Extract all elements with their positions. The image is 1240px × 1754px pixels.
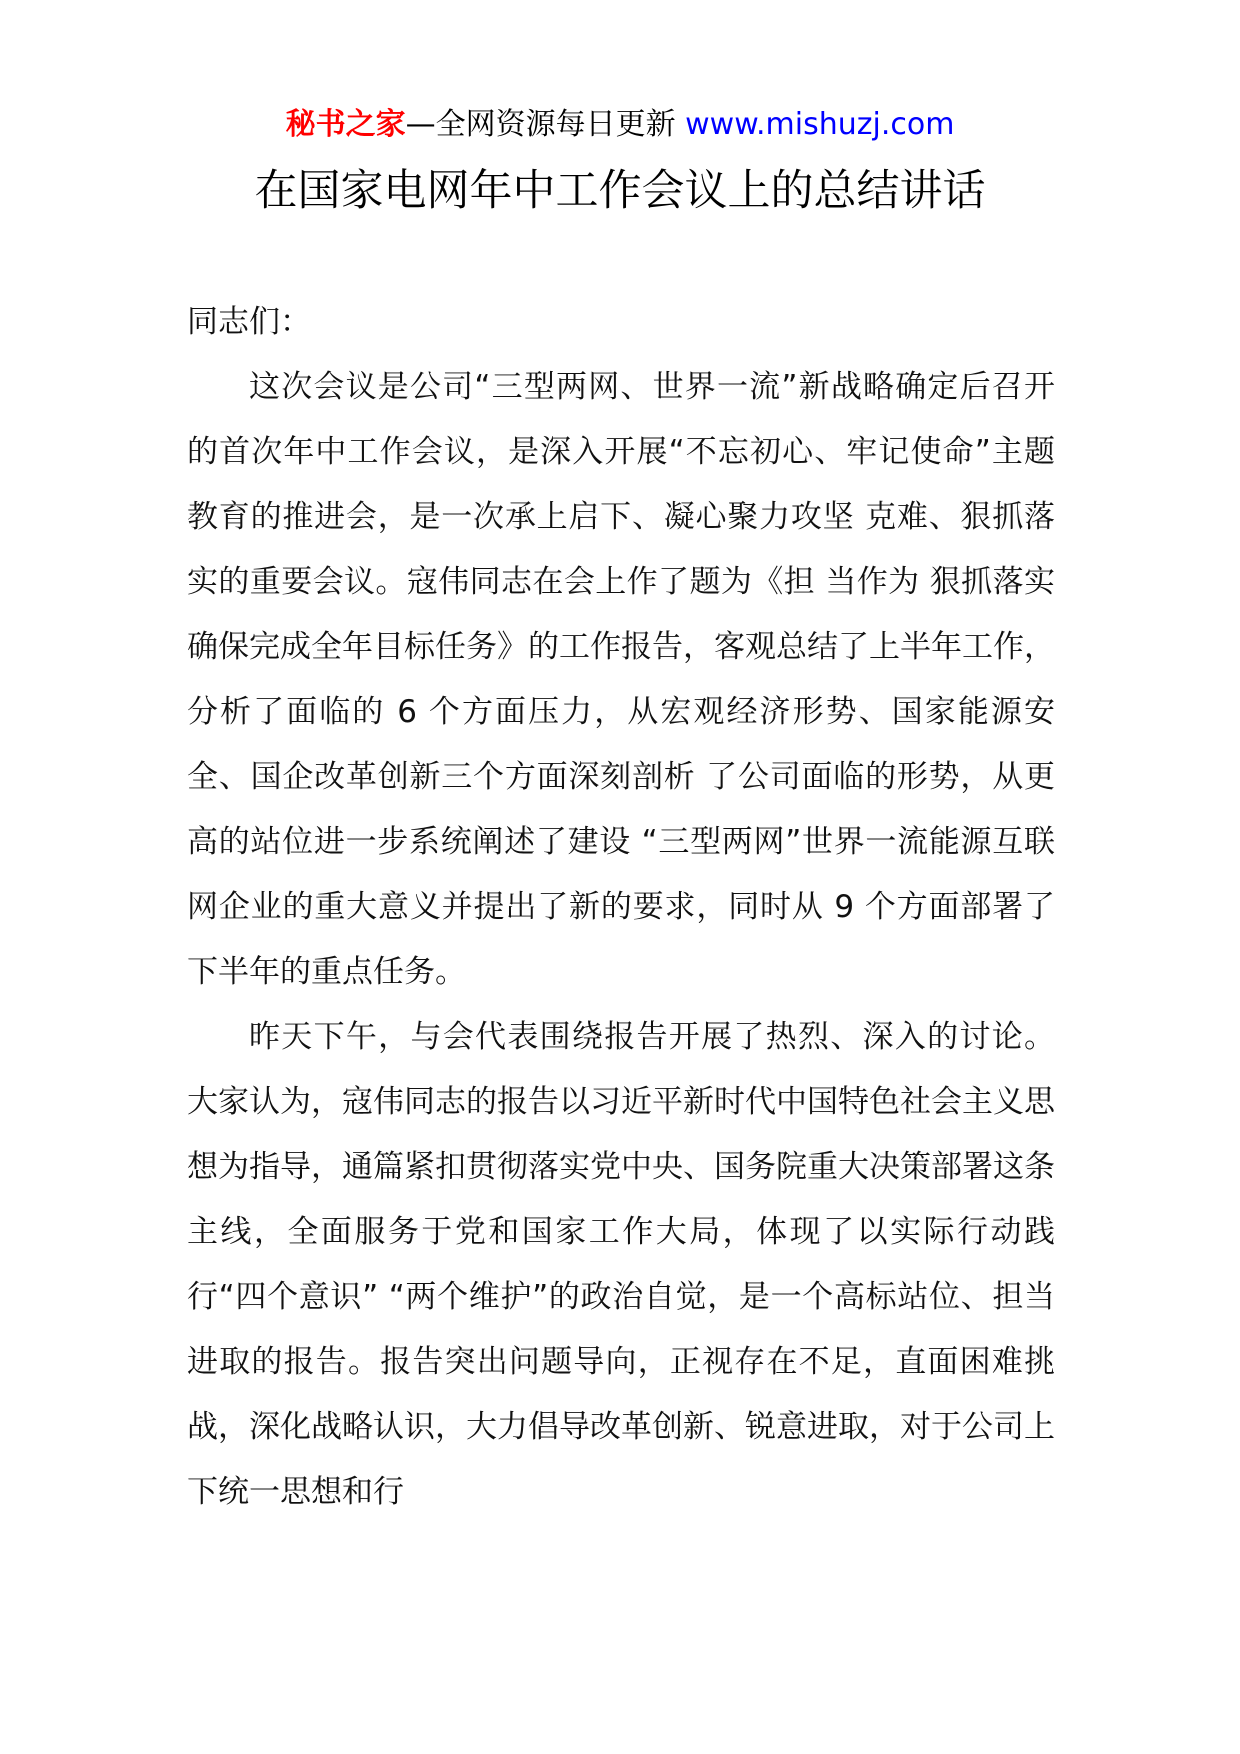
salutation: 同志们： bbox=[187, 304, 311, 340]
document-title: 在国家电网年中工作会议上的总结讲话 bbox=[254, 166, 986, 216]
paragraph: 这次会议是公司“三型两网、世界一流”新战略确定后召开的首次年中工作会议，是深入开展“不忘初心、牢记使命”主题教育的推进会，是一次承上启下、凝心聚力攻坚 克难、狠抓落实的重要会议。寇伟同志在会上作了题为《担 当作为 狠抓落实 确保完成全年目标任务》的工作报告，客观总结了上半年工作，分析了面临的 6 个方面压力，从宏观经济形势、国家能源安全、国企改革创新三个方面深刻剖析 了公司面临的形势，从更高的站位进一步系统阐述了建设 “三型两网”世界一流能源互联网企业的重大意义并提出了新的要求，同时从 9 个方面部署了下半年的重点任务。 bbox=[187, 369, 1055, 990]
header-url-link[interactable]: www.mishuzj.com bbox=[685, 107, 955, 142]
brand-name: 秘书之家 bbox=[285, 107, 406, 142]
header-tagline: —全网资源每日更新 bbox=[405, 107, 686, 142]
site-header bbox=[0, 102, 1240, 148]
paragraph: 昨天下午，与会代表围绕报告开展了热烈、深入的讨论。 大家认为，寇伟同志的报告以习近平新时代中国特色社会主义思想为指导，通篇紧扣贯彻落实党中央、国务院重大决策部署这条主线，全面服务于党和国家工作大局，体现了以实际行动践行“四个意识” “两个维护”的政治自觉，是一个高标站位、担当进取的报告。报告突出问题导向，正视存在不足，直面困难挑战，深化战略认识，大力倡导改革创新、锐意进取，对于公司上下统一思想和行 bbox=[187, 1019, 1055, 1510]
document-body bbox=[187, 290, 1055, 1525]
